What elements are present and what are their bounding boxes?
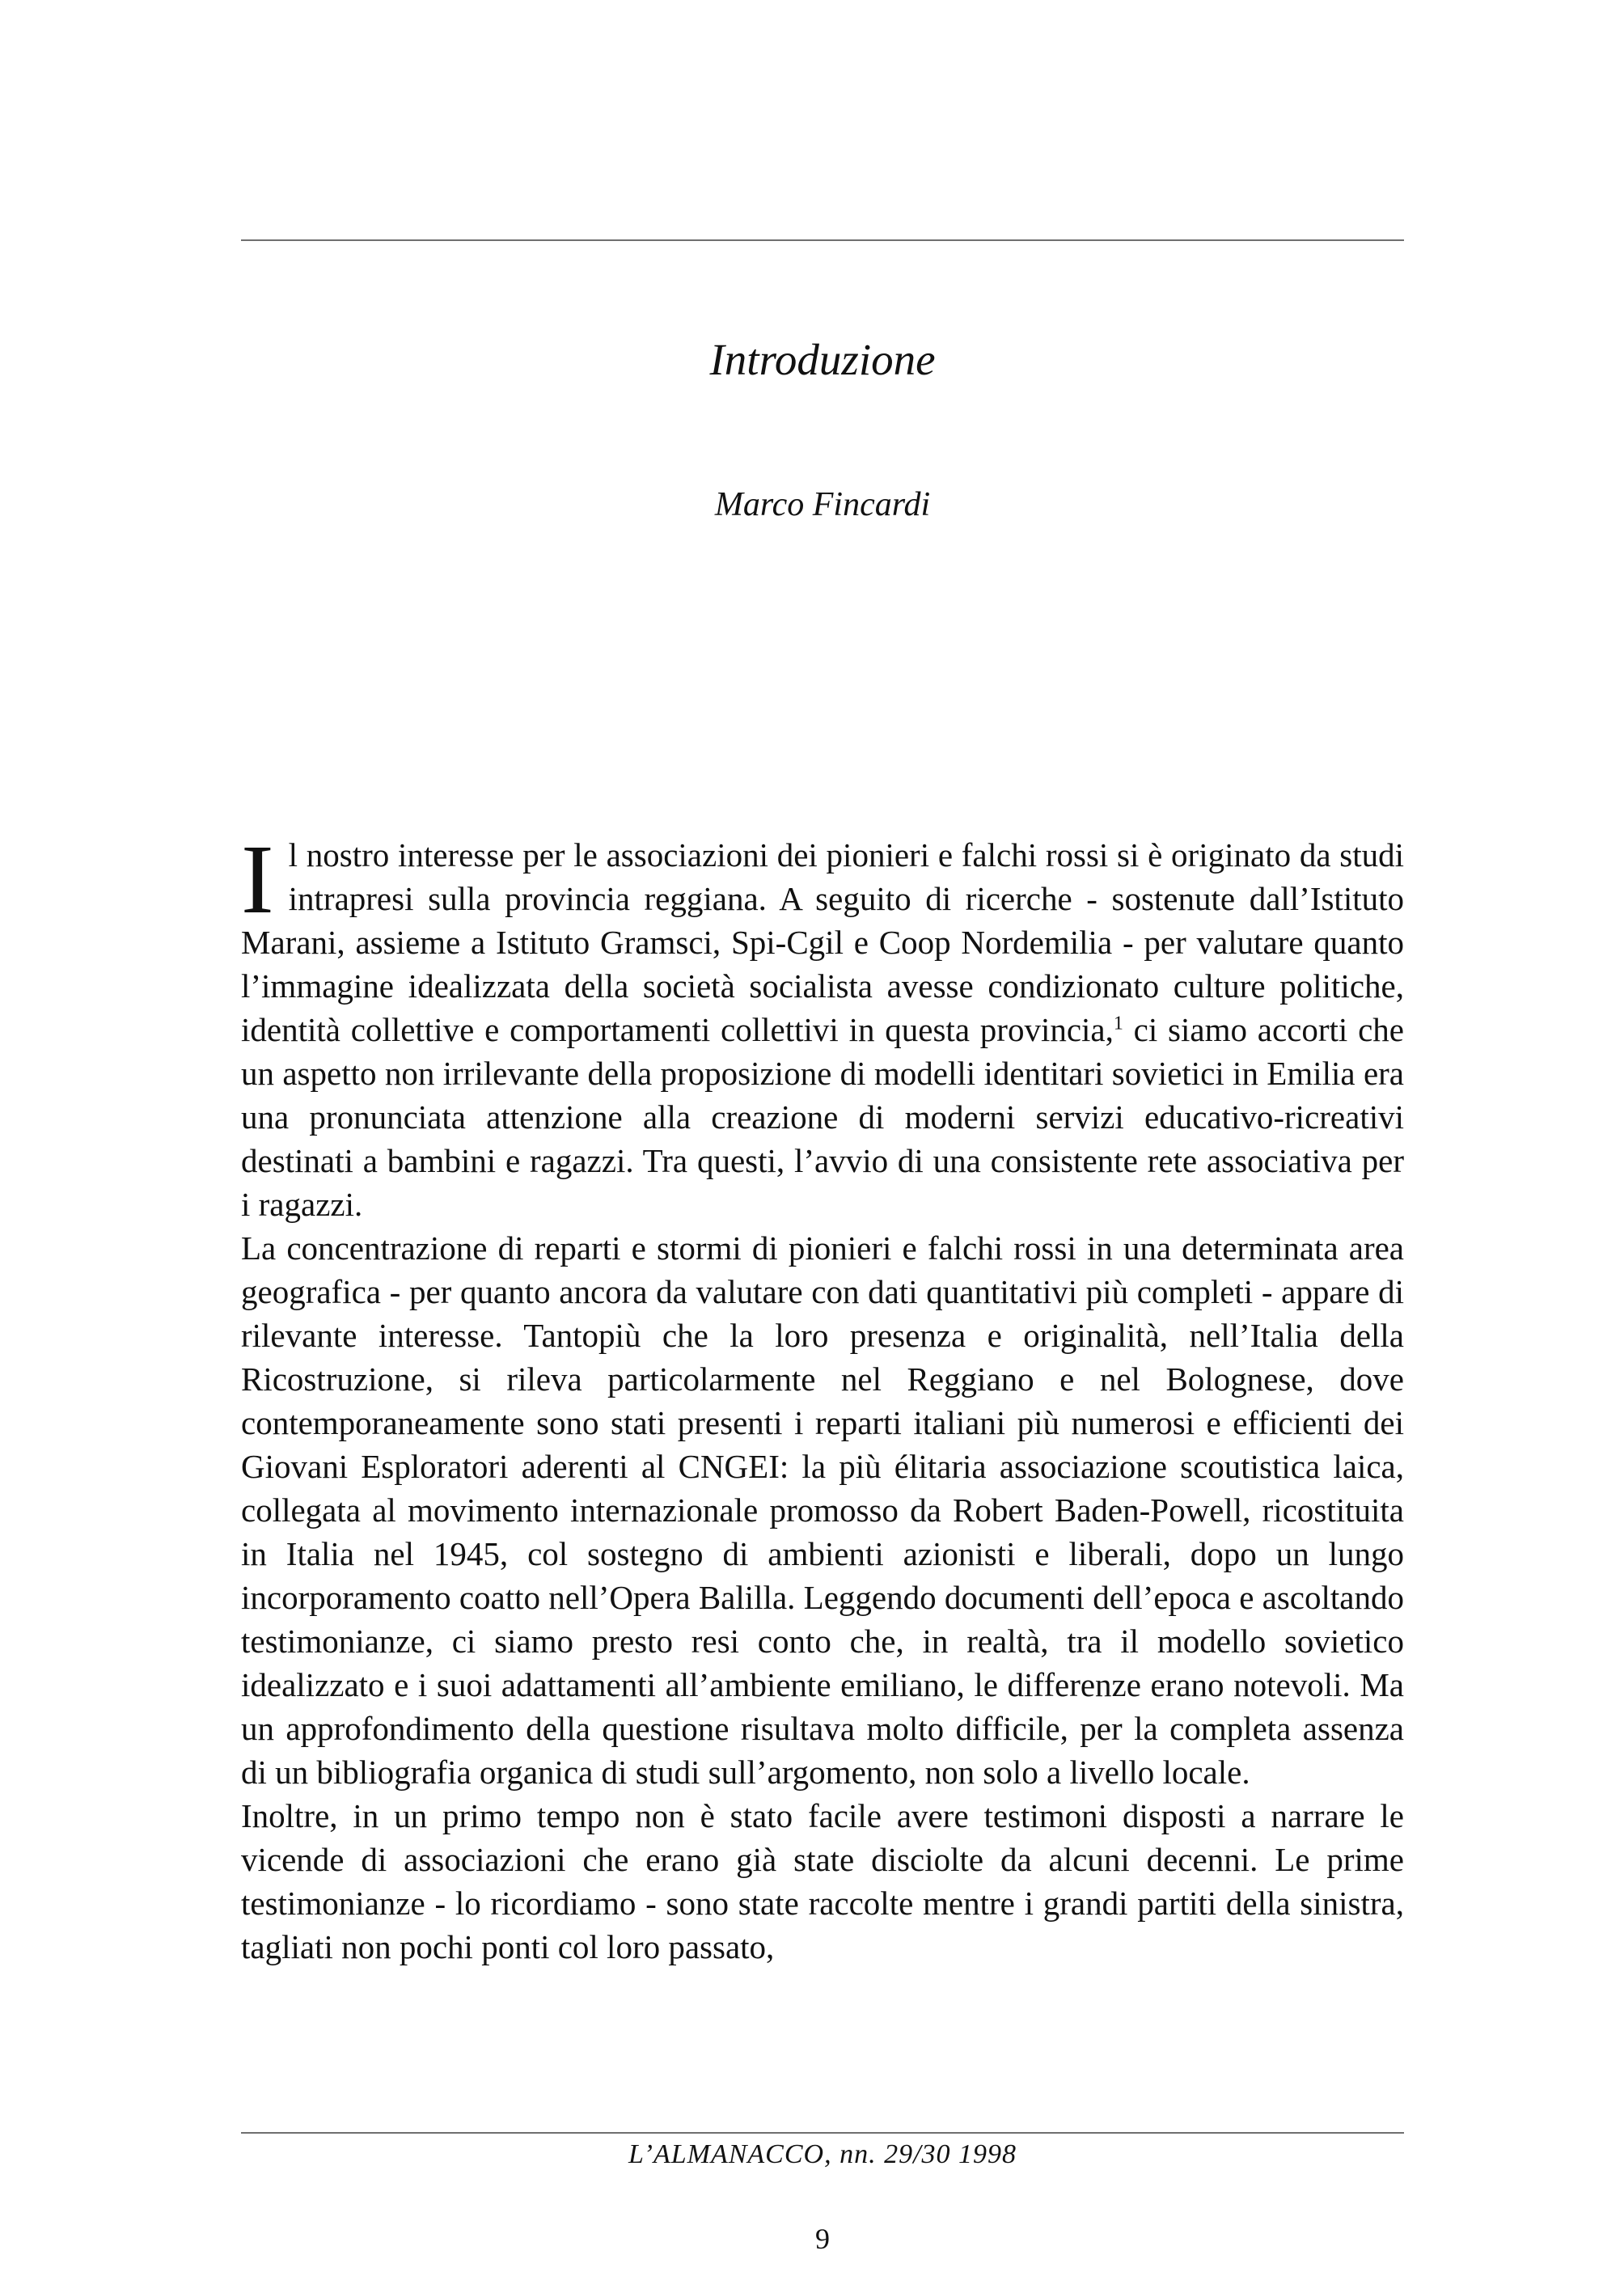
- paragraph-1-text-a: l nostro interesse per le associazioni dei pionieri e falchi rossi si è originato da studi intrapresi sulla provincia reggiana. A seguito di ricerche - sostenute dall’Istituto Marani, assieme a Istituto Gramsci, Spi-Cgil e Coop Nordemilia - per valutare quanto l’immagine idealizzata della società socialista avesse condizionato culture politiche, identità collettive e comportamenti collettivi in questa provincia,: [241, 836, 1404, 1048]
- paragraph-1-text-b: ci siamo accorti che un aspetto non irrilevante della proposizione di modelli identitari sovietici in Emilia era una pronunciata attenzione alla creazione di moderni servizi educativo-ricreativi destinati a bambini e ragazzi. Tra questi, l’avvio di una consistente rete associativa per i ragazzi.: [241, 1011, 1404, 1223]
- paragraph-2: La concentrazione di reparti e stormi di pionieri e falchi rossi in una determinata area geografica - per quanto ancora da valutare con dati quantitativi più completi - appare di rilevante interesse. Tantopiù che la loro presenza e originalità, nell’Italia della Ricostruzione, si rileva particolarmente nel Reggiano e nel Bolognese, dove contemporaneamente sono stati presenti i reparti italiani più numerosi e efficienti dei Giovani Esploratori aderenti al CNGEI: la più élitaria associazione scoutistica laica, collegata al movimento internazionale promosso da Robert Baden-Powell, ricostituita in Italia nel 1945, col sostegno di ambienti azionisti e liberali, dopo un lungo incorporamento coatto nell’Opera Balilla. Leggendo documenti dell’epoca e ascoltando testimonianze, ci siamo presto resi conto che, in realtà, tra il modello sovietico idealizzato e i suoi adattamenti all’ambiente emiliano, le differenze erano notevoli. Ma un approfondimento della questione risultava molto difficile, per la completa assenza di un bibliografia organica di studi sull’argomento, non solo a livello locale.: [241, 1229, 1404, 1791]
- paragraph-3: Inoltre, in un primo tempo non è stato facile avere testimoni disposti a narrare le vicende di associazioni che erano già state disciolte da alcuni decenni. Le prime testimonianze - lo ricordiamo - sono state raccolte mentre i grandi partiti della sinistra, tagliati non pochi ponti col loro passato,: [241, 1797, 1404, 1965]
- drop-cap: I: [241, 825, 274, 934]
- journal-citation: L’ALMANACCO, nn. 29/30 1998: [628, 2139, 1017, 2169]
- footer-rule: [241, 2132, 1404, 2134]
- article-title: Introduzione: [709, 335, 936, 384]
- article-author: Marco Fincardi: [714, 486, 931, 523]
- footnote-ref-1[interactable]: 1: [1113, 1013, 1123, 1034]
- page-number: 9: [815, 2223, 830, 2255]
- paragraph-1: [241, 825, 1404, 1226]
- header-rule: [241, 239, 1404, 241]
- article-body: [241, 825, 1404, 1969]
